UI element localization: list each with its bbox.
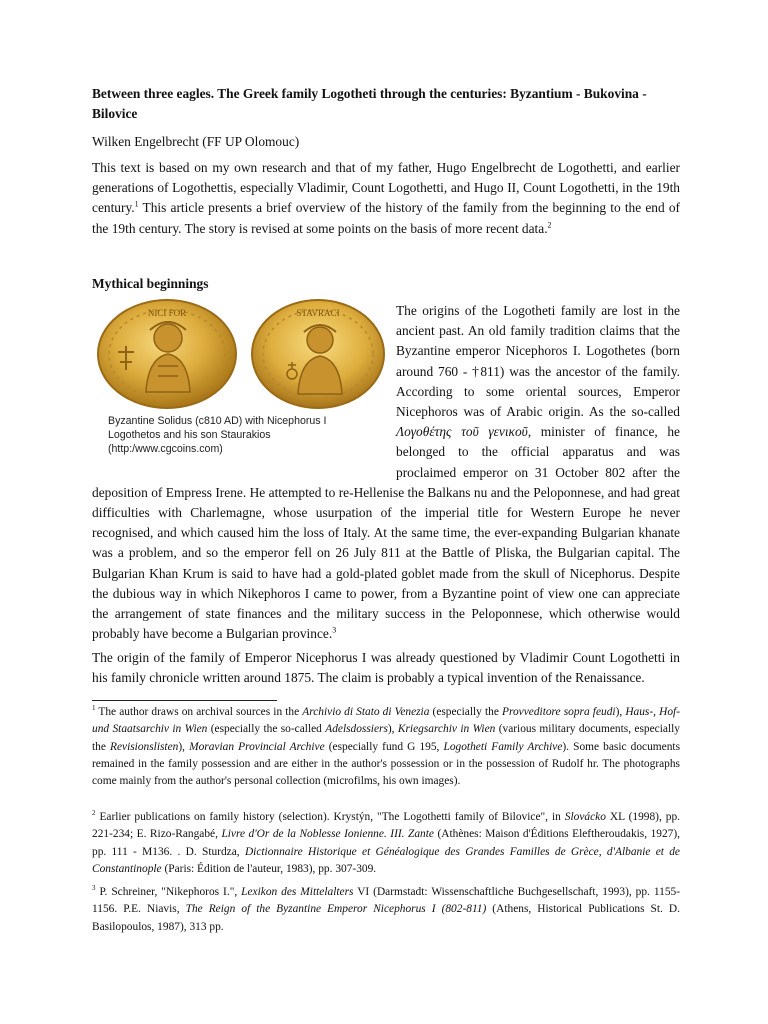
footnote-1 [92, 704, 680, 790]
footnote-italic: Dictionnaire Historique et Généalogique des Grandes Familles de Grèce, d'Albanie et de Constantinople [92, 845, 680, 875]
footnote-ref-2[interactable]: 2 [547, 220, 552, 230]
footnote-2 [92, 809, 680, 878]
figure-caption [108, 414, 388, 457]
body-text-a: The origins of the Logotheti family are lost in the ancient past. An old family tradition claims that the Byzantine emperor Nicephoros I. Logothetes (born around 760 - †811) was the ancestor of the family. According to some oriental sources, Emperor Nicephoros was of Arabic origin. As the so-called [396, 303, 680, 420]
footnote-text: (Paris: Édition de l'auteur, 1983), pp. 307-309. [161, 862, 377, 875]
caption-line-3[interactable]: (http:/www.cgcoins.com) [108, 443, 223, 456]
footnote-italic: Moravian Provincial Archive [189, 740, 325, 753]
footnote-italic: Revisionslisten [110, 740, 179, 753]
coins-image [92, 296, 392, 416]
footnote-number: 3 [92, 884, 96, 893]
coin-figure [92, 296, 392, 466]
footnote-italic: Slovácko [564, 811, 606, 823]
byzantine-solidus-obverse-icon [98, 300, 236, 408]
footnote-text: (especially fund G 195, [324, 740, 444, 753]
footnote-italic: The Reign of the Byzantine Emperor Nicephorus I (802-811) [185, 903, 487, 916]
footnote-3 [92, 884, 680, 936]
intro-paragraph [92, 158, 680, 239]
footnote-ref-1[interactable]: 1 [134, 199, 139, 209]
footnote-ref-3[interactable]: 3 [332, 625, 337, 635]
footnote-text: Earlier publications on family history (selection). Krystýn, "The Logothetti family of Bilovice", in [95, 811, 565, 823]
article-author: Wilken Engelbrecht (FF UP Olomouc) [92, 134, 300, 149]
footnote-text: (Athens, Historical Publications St. D. Basilopoulos, 1987), 313 pp. [92, 903, 680, 933]
footnote-text: ), [615, 706, 626, 718]
footnote-separator [92, 700, 277, 701]
footnote-text: (various military documents, especially the [92, 723, 680, 753]
article-title: Between three eagles. The Greek family Logotheti through the centuries: Byzantium - Bukovina - Bilovice [92, 86, 647, 121]
footnote-italic: Haus-, Hof- und Staatsarchiv in Wien [92, 706, 680, 736]
footnote-text: ), [387, 723, 398, 736]
body-paragraph-2: The origin of the family of Emperor Nicephorus I was already questioned by Vladimir Count Logothetti in his family chronicle written around 1875. The claim is probably a typical invention of the Renaissance. [92, 650, 680, 686]
section-heading: Mythical beginnings [92, 276, 209, 291]
intro-text: This text is based on my own research and that of my father, Hugo Engelbrecht de Logothetti, and earlier generations of Logothettis, especially Vladimir, Count Logothetti, and Hugo II, Count Logothetti, in the 19th century. [92, 160, 680, 216]
footnote-text: P. Schreiner, "Nikephoros I.", [95, 886, 242, 898]
footnote-text: (Athènes: Maison d'Éditions Eleftheroudakis, 1927), pp. 111 - M136. . D. Sturdza, [92, 828, 680, 858]
footnote-italic: Livre d'Or de la Noblesse Ionienne. III. Zante [221, 828, 434, 841]
footnote-italic: Adelsdossiers [325, 723, 388, 736]
intro-text-2: This article presents a brief overview of the history of the family from the beginning to the end of the 19th century. The story is revised at some points on the basis of more recent data. [92, 200, 680, 236]
svg-text:NICI FOR: NICI FOR [147, 308, 187, 318]
caption-line-1: Byzantine Solidus (c810 AD) with Nicephorus I [108, 415, 327, 427]
byzantine-solidus-reverse-icon [252, 300, 384, 408]
footnote-text: XL (1998), pp. 221-234; E. Rizo-Rangabé, [92, 811, 680, 841]
greek-title: Λογοθέτης τοῦ γενικοῦ [396, 424, 528, 440]
svg-text:STAVRACI: STAVRACI [296, 308, 340, 318]
footnote-text: The author draws on archival sources in the [95, 706, 303, 718]
footnote-number: 2 [92, 809, 96, 818]
footnote-text: (especially the [429, 706, 502, 718]
footnote-italic: Logotheti Family Archive [443, 740, 563, 753]
footnote-text: VI (Darmstadt: Wissenschaftliche Buchgesellschaft, 1993), pp. 1155-1156. P.E. Niavis, [92, 886, 680, 916]
footnote-italic: Kriegsarchiv in Wien [397, 723, 496, 736]
footnote-italic: Provveditore sopra feudi [502, 706, 616, 718]
footnote-text: ), [178, 740, 190, 753]
footnote-text: ). Some basic documents remained in the family possession and are either in the author's possession or in the possession of Rudolf hr. The photographs come mainly from the author's personal collection (microfilms, his own images). [92, 740, 680, 788]
caption-line-2: Logothetos and his son Staurakios [108, 429, 271, 442]
footnote-text: (especially the so-called [207, 723, 326, 736]
footnote-italic: Archivio di Stato di Venezia [302, 706, 430, 718]
body-text-b: , minister of finance, he belonged to the official apparatus and was proclaimed emperor on 31 October 802 after the deposition of Empress Irene. He attempted to re-Hellenise the Balkans nu and the Peloponnese, and had great difficulties with Charlemagne, whose usurpation of the imperial title for Western Europe he never recognised, and which caused him the loss of Italy. At the same time, the ever-expanding Bulgarian khanate was a problem, and so the emperor fell on 26 July 811 at the Battle of Pliska, the Bulgarian capital. The Bulgarian Khan Krum is said to have had a gold-plated goblet made from the skull of Nicephorus. Despite the dubious way in which Nikephoros I came to power, from a Byzantine point of view one can appreciate the arrangement of state finances and the military success in the Peloponnese, which otherwise would probably have become a Bulgarian province. [92, 424, 680, 642]
footnote-italic: Lexikon des Mittelalters [241, 886, 354, 898]
footnote-number: 1 [92, 704, 96, 713]
